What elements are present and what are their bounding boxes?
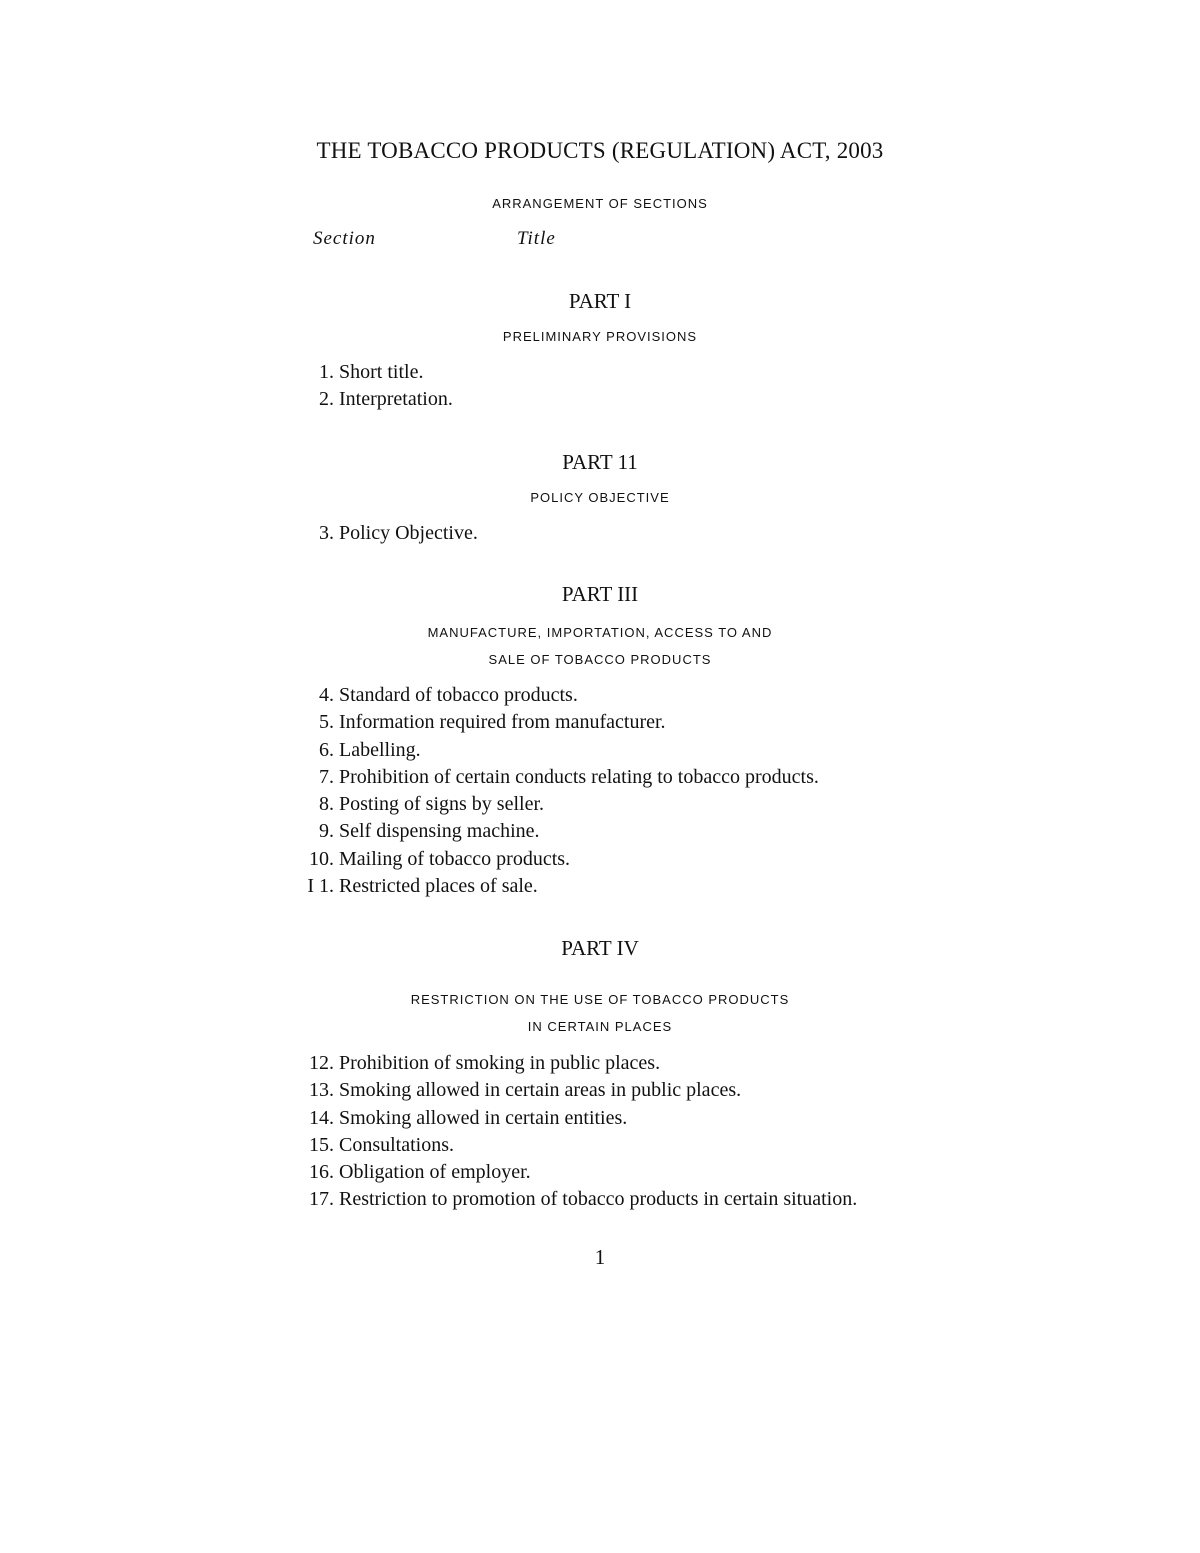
section-number: 1. <box>319 361 334 383</box>
section-number: 6. <box>319 738 334 761</box>
part-3-section-list <box>300 682 819 900</box>
part-2-subtitle-line: POLICY OBJECTIVE <box>530 490 670 505</box>
part-1-subtitle-line: PRELIMINARY PROVISIONS <box>502 329 698 344</box>
section-title: Smoking allowed in certain areas in public places. <box>339 1079 742 1102</box>
section-column-heading: Section <box>313 228 376 249</box>
section-item <box>300 1132 857 1159</box>
section-title: Smoking allowed in certain entities. <box>339 1106 628 1129</box>
section-number: 2. <box>319 388 334 411</box>
part-3-title: PART III <box>561 582 639 606</box>
section-title: Consultations. <box>339 1133 455 1156</box>
section-number: 14. <box>309 1106 334 1129</box>
part-3-subtitle-line: MANUFACTURE, IMPORTATION, ACCESS TO AND <box>427 625 773 640</box>
part-4-section-list <box>300 1050 857 1214</box>
section-title: Mailing of tobacco products. <box>339 847 571 870</box>
section-item <box>300 520 478 547</box>
section-title: Interpretation. <box>339 388 453 411</box>
section-item <box>300 846 819 873</box>
part-2-section-list <box>300 520 478 547</box>
part-1-section-list <box>300 359 453 414</box>
section-item <box>300 737 819 764</box>
section-number: 5. <box>319 711 334 734</box>
document-title: THE TOBACCO PRODUCTS (REGULATION) ACT, 2003 <box>316 138 884 163</box>
part-2-title: PART 11 <box>562 450 638 474</box>
section-title: Information required from manufacturer. <box>339 711 666 734</box>
part-1-subtitle <box>0 323 1200 350</box>
section-number: 12. <box>309 1052 334 1074</box>
section-item <box>300 873 819 900</box>
section-item <box>300 1050 857 1077</box>
section-title: Posting of signs by seller. <box>339 793 545 816</box>
section-item <box>300 682 819 709</box>
section-item <box>300 1077 857 1104</box>
section-title: Short title. <box>339 361 424 383</box>
part-4-subtitle-line: IN CERTAIN PLACES <box>527 1019 673 1034</box>
part-1-title: PART I <box>568 289 632 313</box>
part-3-subtitle-line: SALE OF TOBACCO PRODUCTS <box>488 652 712 667</box>
section-item <box>300 1105 857 1132</box>
section-title: Labelling. <box>339 738 421 761</box>
section-item <box>300 359 453 386</box>
part-2-subtitle <box>0 484 1200 511</box>
section-item <box>300 791 819 818</box>
section-title: Restriction to promotion of tobacco products in certain situation. <box>339 1188 858 1211</box>
section-number: 7. <box>319 765 334 788</box>
part-4-title: PART IV <box>561 936 639 960</box>
section-number: 9. <box>319 820 334 843</box>
section-item <box>300 818 819 845</box>
section-item <box>300 1186 857 1213</box>
section-item <box>300 386 453 413</box>
section-item <box>300 1159 857 1186</box>
section-title: Prohibition of smoking in public places. <box>339 1052 661 1074</box>
part-4-subtitle <box>0 986 1200 1040</box>
section-title: Policy Objective. <box>339 522 478 544</box>
section-number: 15. <box>309 1133 334 1156</box>
section-number: I 1. <box>307 875 334 898</box>
section-title: Standard of tobacco products. <box>339 684 578 706</box>
section-number: 8. <box>319 793 334 816</box>
title-column-heading: Title <box>517 228 556 249</box>
section-title: Self dispensing machine. <box>339 820 540 843</box>
section-number: 17. <box>309 1188 334 1211</box>
part-3-subtitle <box>0 619 1200 673</box>
section-number: 13. <box>309 1079 334 1102</box>
part-4-subtitle-line: RESTRICTION ON THE USE OF TOBACCO PRODUCTS <box>410 992 790 1007</box>
section-title: Obligation of employer. <box>339 1161 531 1184</box>
page-number: 1 <box>594 1245 606 1269</box>
section-number: 16. <box>309 1161 334 1184</box>
section-item <box>300 764 819 791</box>
section-title: Restricted places of sale. <box>339 875 538 898</box>
section-number: 3. <box>319 522 334 544</box>
section-item <box>300 709 819 736</box>
section-title: Prohibition of certain conducts relating to tobacco products. <box>339 765 819 788</box>
section-number: 4. <box>319 684 334 706</box>
section-number: 10. <box>309 847 334 870</box>
arrangement-heading: ARRANGEMENT OF SECTIONS <box>492 196 708 211</box>
